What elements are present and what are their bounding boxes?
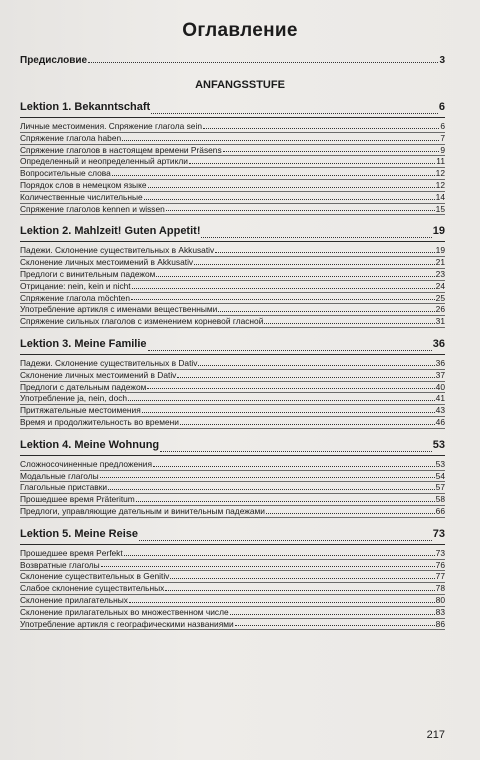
entry-page: 73 xyxy=(435,547,445,558)
lesson-title: Lektion 4. Meine Wohnung xyxy=(20,438,160,451)
dot-leader xyxy=(194,263,435,265)
entry-label: Склонение личных местоимений в Akkusativ xyxy=(20,257,194,268)
lesson-heading-row xyxy=(20,225,445,242)
entry-label: Спряжение глагола möchten xyxy=(20,292,130,303)
toc-entry xyxy=(20,304,445,316)
toc-entry xyxy=(20,494,445,506)
dot-leader xyxy=(122,139,439,141)
dot-leader xyxy=(148,186,435,188)
toc-entry xyxy=(20,595,445,607)
entry-label: Личные местоимения. Спряжение глагола sein xyxy=(20,121,202,131)
dot-leader xyxy=(156,275,434,277)
dot-leader xyxy=(201,236,431,238)
lesson-heading-row xyxy=(20,528,445,545)
preface-label: Предисловие xyxy=(20,55,88,66)
dot-leader xyxy=(153,465,435,467)
entry-label: Слабое склонение существительных xyxy=(20,583,165,594)
lesson-title: Lektion 2. Mahlzeit! Guten Appetit! xyxy=(20,225,201,238)
toc-entry xyxy=(20,192,445,204)
entry-page: 80 xyxy=(435,594,445,605)
dot-leader xyxy=(203,127,439,129)
entry-page: 43 xyxy=(435,405,445,416)
toc-entry xyxy=(20,506,445,518)
entry-page: 14 xyxy=(435,191,445,202)
entry-label: Предлоги с дательным падежом xyxy=(20,381,147,392)
toc-entry xyxy=(20,133,445,145)
entry-page: 15 xyxy=(435,203,445,214)
dot-leader xyxy=(147,387,434,389)
toc-entry xyxy=(20,619,445,631)
entry-page: 21 xyxy=(435,257,445,268)
lesson-section xyxy=(20,528,445,631)
entry-label: Падежи. Склонение существительных в Dativ xyxy=(20,357,198,368)
toc-entry xyxy=(20,571,445,583)
entry-page: 11 xyxy=(436,156,445,167)
dot-leader xyxy=(235,624,435,626)
entry-label: Склонение прилагательных xyxy=(20,594,128,605)
entry-page: 77 xyxy=(435,571,445,582)
entry-page: 53 xyxy=(435,458,445,469)
toc-entry xyxy=(20,370,445,382)
dot-leader xyxy=(223,150,440,152)
dot-leader xyxy=(144,198,435,200)
entry-page: 83 xyxy=(435,606,445,617)
entry-page: 7 xyxy=(440,132,445,143)
entry-label: Прошедшее время Perfekt xyxy=(20,547,123,558)
lesson-title: Lektion 3. Meine Familie xyxy=(20,337,147,350)
dot-leader xyxy=(198,364,434,366)
entry-label: Употребление артикля с географическими названиями xyxy=(20,618,234,629)
dot-leader xyxy=(101,565,435,567)
entry-page: 12 xyxy=(435,168,445,179)
toc-entry xyxy=(20,417,445,429)
entry-label: Спряжение глагола haben xyxy=(20,132,122,143)
stage-heading: ANFANGSSTUFE xyxy=(195,79,285,91)
toc-entry xyxy=(20,382,445,394)
preface-page: 3 xyxy=(439,55,445,66)
toc-entry xyxy=(20,257,445,269)
dot-leader xyxy=(170,577,434,579)
dot-leader xyxy=(266,512,435,514)
entry-label: Порядок слов в немецком языке xyxy=(20,179,147,190)
entry-label: Вопросительные слова xyxy=(20,168,111,179)
entry-page: 40 xyxy=(435,381,445,392)
toc-entry xyxy=(20,358,445,370)
toc-entry xyxy=(20,168,445,180)
entry-label: Время и продолжительность во времени xyxy=(20,416,179,427)
lesson-page: 73 xyxy=(432,527,445,540)
entry-label: Модальные глаголы xyxy=(20,470,99,481)
dot-leader xyxy=(160,450,432,452)
entry-label: Употребление ja, nein, doch xyxy=(20,393,128,404)
dot-leader xyxy=(108,488,435,490)
table-of-contents xyxy=(20,101,445,640)
footer-page-number: 217 xyxy=(426,729,445,741)
toc-entry xyxy=(20,204,445,216)
page-title: Оглавление xyxy=(182,20,298,41)
entry-label: Склонение личных местоимений в Dativ xyxy=(20,369,177,380)
entry-page: 41 xyxy=(435,393,445,404)
entry-page: 66 xyxy=(435,505,445,516)
entry-label: Склонение существительных в Genitiv xyxy=(20,571,170,582)
entry-page: 9 xyxy=(440,144,445,155)
lesson-title: Lektion 5. Meine Reise xyxy=(20,527,138,540)
dot-leader xyxy=(180,423,435,425)
dot-leader xyxy=(128,399,435,401)
entry-label: Прошедшее время Präteritum xyxy=(20,494,135,505)
dot-leader xyxy=(142,411,435,413)
entry-page: 26 xyxy=(435,304,445,315)
entry-page: 31 xyxy=(435,316,445,327)
entry-page: 57 xyxy=(435,482,445,493)
entry-page: 78 xyxy=(435,583,445,594)
entry-label: Определенный и неопределенный артикли xyxy=(20,156,188,167)
toc-entry xyxy=(20,482,445,494)
lesson-heading-row xyxy=(20,439,445,456)
dot-leader xyxy=(230,613,435,615)
entry-label: Предлоги с винительным падежом xyxy=(20,268,156,279)
entry-label: Отрицание: nein, kein и nicht xyxy=(20,280,131,291)
toc-entry xyxy=(20,316,445,328)
lesson-page: 53 xyxy=(432,438,445,451)
lesson-page: 36 xyxy=(432,337,445,350)
lesson-section xyxy=(20,101,445,215)
entry-label: Употребление артикля с именами вещественными xyxy=(20,304,218,315)
dot-leader xyxy=(88,61,438,63)
toc-entry xyxy=(20,269,445,281)
lesson-page: 6 xyxy=(438,101,445,113)
entry-label: Глагольные приставки xyxy=(20,482,108,493)
entry-page: 58 xyxy=(435,494,445,505)
toc-entry xyxy=(20,293,445,305)
toc-entry xyxy=(20,548,445,560)
lesson-heading-row xyxy=(20,338,445,355)
toc-entry xyxy=(20,560,445,572)
lesson-section xyxy=(20,225,445,328)
entry-label: Спряжение глаголов в настоящем времени Präsens xyxy=(20,144,222,155)
dot-leader xyxy=(218,310,434,312)
entry-page: 86 xyxy=(435,618,445,629)
toc-entry xyxy=(20,145,445,157)
entry-label: Притяжательные местоимения xyxy=(20,405,141,416)
dot-leader xyxy=(129,601,435,603)
dot-leader xyxy=(264,322,434,324)
lesson-heading-row xyxy=(20,101,445,118)
toc-preface-row xyxy=(20,55,445,66)
dot-leader xyxy=(112,174,435,176)
dot-leader xyxy=(148,349,432,351)
dot-leader xyxy=(124,554,435,556)
dot-leader xyxy=(151,112,438,114)
entry-page: 6 xyxy=(440,121,445,131)
entry-page: 25 xyxy=(435,292,445,303)
entry-label: Предлоги, управляющие дательным и винительным падежами xyxy=(20,505,265,516)
lesson-section xyxy=(20,338,445,429)
entry-page: 37 xyxy=(435,369,445,380)
entry-page: 12 xyxy=(435,179,445,190)
lesson-title: Lektion 1. Bekanntschaft xyxy=(20,101,151,113)
toc-entry xyxy=(20,281,445,293)
dot-leader xyxy=(189,162,435,164)
entry-page: 46 xyxy=(435,416,445,427)
toc-entry xyxy=(20,459,445,471)
entry-label: Склонение прилагательных во множественном числе xyxy=(20,606,229,617)
dot-leader xyxy=(136,500,435,502)
dot-leader xyxy=(132,287,435,289)
entry-page: 54 xyxy=(435,470,445,481)
toc-entry xyxy=(20,607,445,619)
dot-leader xyxy=(215,251,434,253)
dot-leader xyxy=(139,539,432,541)
entry-label: Сложносочиненные предложения xyxy=(20,458,153,469)
entry-label: Спряжение сильных глаголов с изменением корневой гласной xyxy=(20,316,264,327)
toc-entry xyxy=(20,471,445,483)
entry-label: Падежи. Склонение существительных в Akkusativ xyxy=(20,245,215,256)
entry-page: 24 xyxy=(435,280,445,291)
dot-leader xyxy=(177,376,434,378)
dot-leader xyxy=(131,298,435,300)
toc-entry xyxy=(20,583,445,595)
lesson-section xyxy=(20,439,445,518)
dot-leader xyxy=(166,209,435,211)
lesson-page: 19 xyxy=(432,225,445,238)
entry-label: Возвратные глаголы xyxy=(20,559,100,570)
entry-label: Количественные числительные xyxy=(20,191,143,202)
toc-entry xyxy=(20,156,445,168)
entry-page: 23 xyxy=(435,268,445,279)
toc-entry xyxy=(20,405,445,417)
entry-label: Спряжение глаголов kennen и wissen xyxy=(20,203,165,214)
dot-leader xyxy=(100,476,435,478)
toc-entry xyxy=(20,121,445,133)
entry-page: 76 xyxy=(435,559,445,570)
toc-entry xyxy=(20,245,445,257)
toc-entry xyxy=(20,180,445,192)
entry-page: 19 xyxy=(435,245,445,256)
dot-leader xyxy=(165,589,434,591)
toc-entry xyxy=(20,393,445,405)
entry-page: 36 xyxy=(435,357,445,368)
